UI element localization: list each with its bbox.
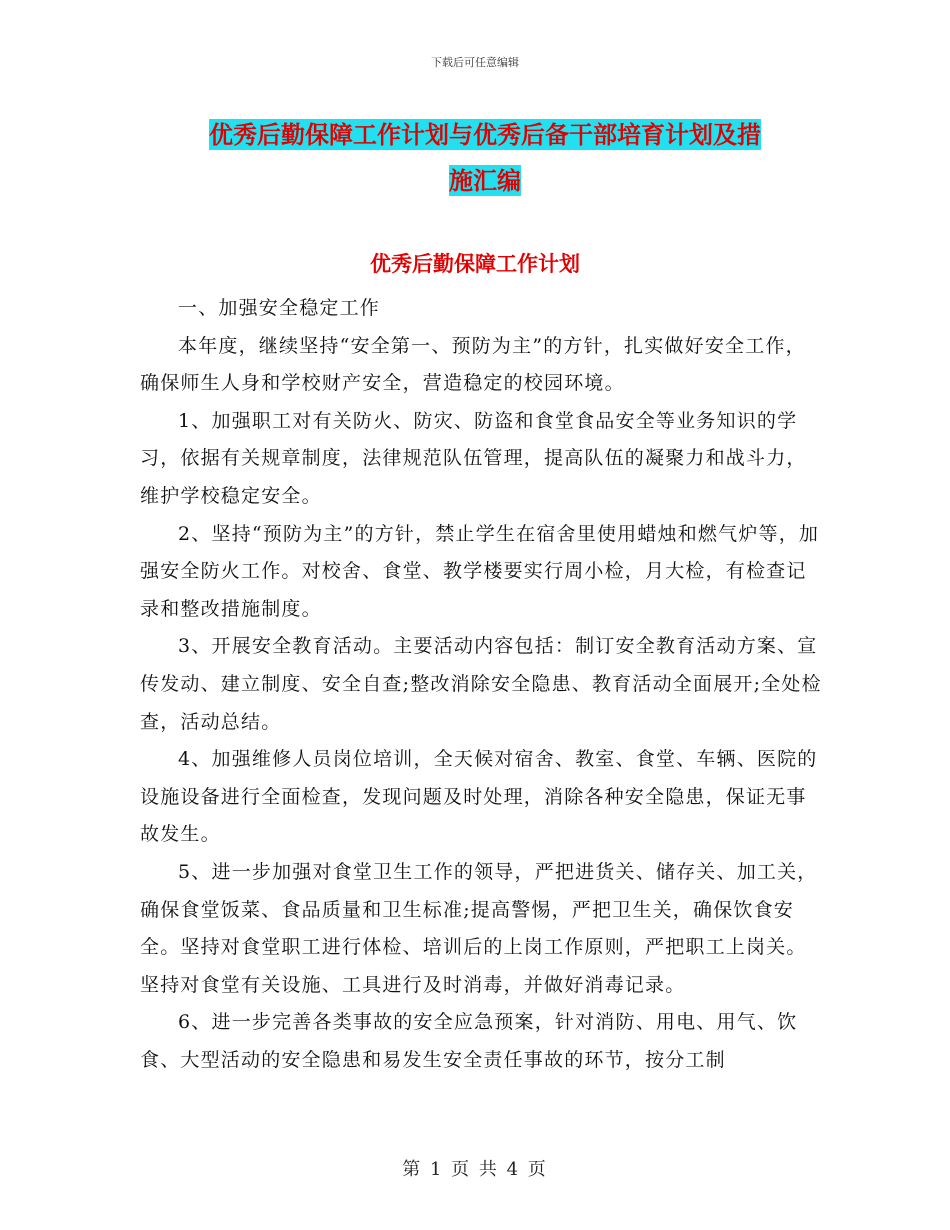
header-note: 下载后可任意编辑 (431, 56, 519, 69)
page-number: 第 1 页 共 4 页 (402, 1159, 548, 1180)
paragraph: 4、加强维修人员岗位培训，全天候对宿舍、教室、食堂、车辆、医院的设施设备进行全面检查，发现问题及时处理，消除各种安全隐患，保证无事故发生。 (140, 748, 818, 846)
document-title (140, 112, 830, 204)
document-body (140, 290, 825, 1079)
section-heading: 一、加强安全稳定工作 (178, 297, 381, 319)
paragraph: 3、开展安全教育活动。主要活动内容包括：制订安全教育活动方案、宣传发动、建立制度、安全自查;整改消除安全隐患、教育活动全面展开;全处检查，活动总结。 (140, 635, 822, 733)
paragraph: 2、坚持“预防为主”的方针，禁止学生在宿舍里使用蜡烛和燃气炉等，加强安全防火工作。对校舍、食堂、教学楼要实行周小检，月大检，有检查记录和整改措施制度。 (140, 522, 820, 620)
paragraph: 本年度，继续坚持“安全第一、预防为主”的方针，扎实做好安全工作，确保师生人身和学校财产安全，营造稳定的校园环境。 (140, 334, 806, 395)
paragraph: 1、加强职工对有关防火、防灾、防盗和食堂食品安全等业务知识的学习，依据有关规章制度，法律规范队伍管理，提高队伍的凝聚力和战斗力，维护学校稳定安全。 (140, 409, 807, 507)
document-title-line1: 优秀后勤保障工作计划与优秀后备干部培育计划及措 (209, 120, 761, 149)
section-title: 优秀后勤保障工作计划 (370, 251, 580, 276)
paragraph: 5、进一步加强对食堂卫生工作的领导，严把进货关、储存关、加工关，确保食堂饭菜、食品质量和卫生标准;提高警惕，严把卫生关，确保饮食安全。坚持对食堂职工进行体检、培训后的上岗工作原则，严把职工上岗关。坚持对食堂有关设施、工具进行及时消毒，并做好消毒记录。 (140, 860, 818, 996)
document-title-line2: 施汇编 (449, 166, 521, 195)
paragraph: 6、进一步完善各类事故的安全应急预案，针对消防、用电、用气、饮食、大型活动的安全隐患和易发生安全责任事故的环节，按分工制 (140, 1011, 798, 1071)
